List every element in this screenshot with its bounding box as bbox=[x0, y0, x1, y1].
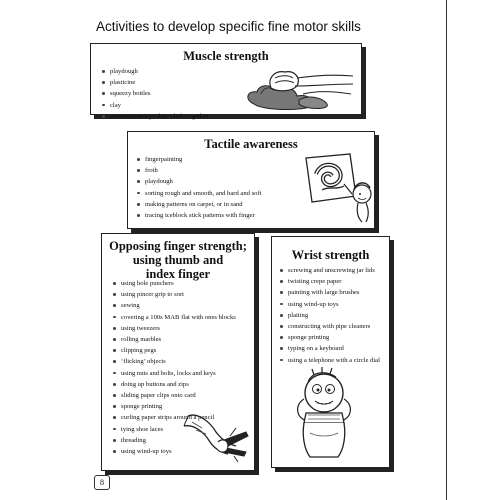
list-item: sewing bbox=[112, 300, 236, 311]
list-item: construction toys that ‘click’ together bbox=[101, 111, 208, 122]
list-item: threading bbox=[112, 435, 236, 446]
list-item: fingerpainting bbox=[136, 154, 261, 165]
list-item: painting with large brushes bbox=[279, 287, 380, 298]
list-item: sponge printing bbox=[279, 332, 380, 343]
list-item: squeezy bottles bbox=[101, 88, 208, 99]
list-item: twisting crepe paper bbox=[279, 276, 380, 287]
list-item: using pincer grip to sort bbox=[112, 289, 236, 300]
list-item: tying shoe laces bbox=[112, 424, 236, 435]
list-item: typing on a keyboard bbox=[279, 343, 380, 354]
list-item: using wind-up toys bbox=[279, 299, 380, 310]
list-item: froth bbox=[136, 165, 261, 176]
list-item: screwing and unscrewing jar lids bbox=[279, 265, 380, 276]
title-line: using thumb and bbox=[132, 253, 224, 267]
tactile-awareness-box bbox=[127, 131, 375, 229]
muscle-strength-title: Muscle strength bbox=[183, 49, 269, 63]
list-item: playdough bbox=[136, 176, 261, 187]
muscle-strength-list bbox=[101, 66, 208, 122]
list-item: using wind-up toys bbox=[112, 446, 236, 457]
wrist-strength-title: Wrist strength bbox=[291, 248, 370, 262]
page-number: 8 bbox=[94, 475, 110, 490]
list-item: making patterns on carpet, or in sand bbox=[136, 199, 261, 210]
child-fingerpainting-illustration bbox=[300, 150, 374, 224]
list-item: ‘flicking’ objects bbox=[112, 356, 236, 367]
list-item: constructing with pipe cleaners bbox=[279, 321, 380, 332]
list-item: playdough bbox=[101, 66, 208, 77]
list-item: using hole punchers bbox=[112, 278, 236, 289]
list-item: plasticine bbox=[101, 77, 208, 88]
list-item: rolling marbles bbox=[112, 334, 236, 345]
list-item: sorting rough and smooth, and hard and soft bbox=[136, 188, 261, 199]
list-item: using a telephone with a circle dial bbox=[279, 355, 380, 366]
wrist-strength-list bbox=[279, 265, 380, 366]
list-item: using nuts and bolts, locks and keys bbox=[112, 368, 236, 379]
tactile-awareness-title: Tactile awareness bbox=[204, 137, 298, 151]
list-item: clipping pegs bbox=[112, 345, 236, 356]
page-title: Activities to develop specific fine motor skills bbox=[96, 19, 361, 34]
list-item: plaiting bbox=[279, 310, 380, 321]
hand-with-clothes-peg-illustration bbox=[180, 406, 250, 466]
list-item: clay bbox=[101, 100, 208, 111]
list-item: using tweezers bbox=[112, 323, 236, 334]
page-edge-line bbox=[446, 0, 447, 500]
opposing-finger-strength-title bbox=[102, 239, 254, 281]
opposing-finger-strength-box bbox=[101, 233, 255, 471]
hands-squeezing-dough-illustration bbox=[239, 64, 359, 112]
list-item: curling paper strips around a pencil bbox=[112, 412, 236, 423]
title-line: index finger bbox=[145, 267, 211, 281]
title-line: Opposing finger strength; bbox=[109, 239, 247, 253]
list-item: sponge printing bbox=[112, 401, 236, 412]
muscle-strength-box bbox=[90, 43, 362, 120]
list-item: covering a 100s MAB flat with ones blocks bbox=[112, 312, 236, 323]
wrist-strength-box bbox=[271, 236, 390, 468]
tactile-awareness-list bbox=[136, 154, 261, 221]
list-item: doing up buttons and zips bbox=[112, 379, 236, 390]
list-item: tracing iceblock stick patterns with finger bbox=[136, 210, 261, 221]
child-opening-jar-illustration bbox=[284, 365, 380, 463]
list-item: sliding paper clips onto card bbox=[112, 390, 236, 401]
